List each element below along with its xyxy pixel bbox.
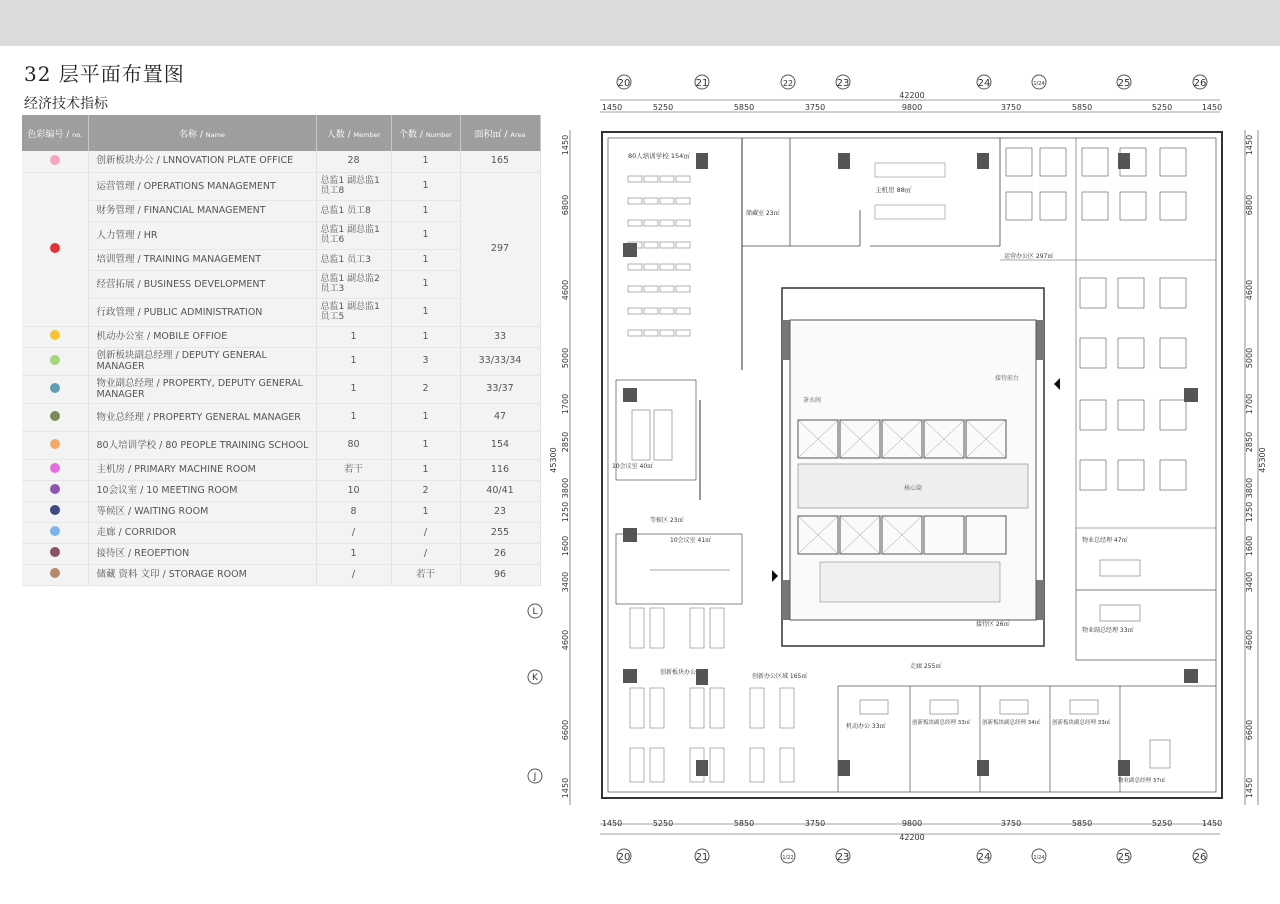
- row-area: 26: [460, 543, 540, 564]
- room-label-reception: 接待区 26㎡: [976, 621, 1010, 628]
- dimension-texts-left: [549, 135, 570, 798]
- row-number: 1: [391, 200, 460, 221]
- axis-mark-top: 1/24: [1033, 81, 1045, 87]
- table-row: [22, 151, 540, 172]
- axis-left-group: [528, 604, 542, 783]
- row-area: 23: [460, 501, 540, 522]
- training-school-desks: [628, 138, 742, 370]
- room-label-property-dgm: 物业副总经理 33㎡: [1082, 627, 1134, 634]
- total-width-top: 42200: [899, 91, 925, 100]
- row-member: 1: [316, 403, 391, 431]
- dim-text: 3400: [1245, 571, 1254, 593]
- header-name: 名称 / Name: [88, 115, 316, 151]
- axis-label-top: 24: [977, 78, 991, 89]
- color-swatch: [50, 439, 60, 449]
- table-row: [22, 326, 540, 347]
- axis-label-left: K: [532, 673, 538, 683]
- dim-text: 1250: [1245, 501, 1254, 523]
- axis-label-left: L: [532, 607, 538, 617]
- dimension-texts-right: [1245, 135, 1267, 798]
- total-height-left: 45300: [549, 447, 558, 473]
- table-row: [22, 375, 540, 403]
- row-member: 总监1 副总监1 员工8: [316, 172, 391, 200]
- row-area: 255: [460, 522, 540, 543]
- row-area: 165: [460, 151, 540, 172]
- axis-label-bottom: 24: [977, 852, 991, 863]
- axis-bottom-group: [617, 849, 1207, 863]
- dim-text: 6800: [561, 194, 570, 216]
- row-name: 主机房 / PRIMARY MACHINE ROOM: [88, 459, 316, 480]
- row-number: 3: [391, 347, 460, 375]
- row-number: 2: [391, 480, 460, 501]
- row-number: 1: [391, 403, 460, 431]
- row-number: 1: [391, 151, 460, 172]
- axis-top-group: [617, 75, 1207, 89]
- dim-text: 2850: [561, 431, 570, 453]
- room-label-waiting: 等候区 23㎡: [650, 517, 684, 524]
- row-member: 1: [316, 326, 391, 347]
- row-name: 运营管理 / OPERATIONS MANAGEMENT: [88, 172, 316, 200]
- row-member: 总监1 副总监1 员工6: [316, 221, 391, 249]
- color-swatch: [50, 155, 60, 165]
- axis-label-top: 25: [1117, 78, 1131, 89]
- plate-office-desks: [630, 608, 794, 782]
- row-area: 96: [460, 564, 540, 585]
- axis-mark-bottom: 1/22: [782, 855, 794, 861]
- table-row: [22, 522, 540, 543]
- axis-label-top: 26: [1193, 78, 1207, 89]
- dim-text: 5000: [561, 347, 570, 369]
- color-swatch: [50, 411, 60, 421]
- page-title: 32 层平面布置图: [24, 62, 185, 86]
- room-label-meeting-a: 10会议室 40㎡: [612, 463, 654, 470]
- row-number: 若干: [391, 564, 460, 585]
- row-name: 接待区 / REOEPTION: [88, 543, 316, 564]
- row-member: 总监1 员工8: [316, 200, 391, 221]
- row-member: 1: [316, 375, 391, 403]
- row-member: 10: [316, 480, 391, 501]
- axis-label-bottom: 25: [1117, 852, 1131, 863]
- row-number: /: [391, 543, 460, 564]
- table-row: [22, 501, 540, 522]
- room-label-corridor: 走廊 255㎡: [910, 663, 942, 670]
- row-number: 1: [391, 249, 460, 270]
- row-number: 1: [391, 298, 460, 326]
- dim-text: 1450: [1201, 819, 1223, 828]
- axis-label-left: J: [533, 772, 537, 782]
- color-swatch: [50, 330, 60, 340]
- row-name: 培训管理 / TRAINING MANAGEMENT: [88, 249, 316, 270]
- total-height-right: 45300: [1258, 447, 1267, 473]
- dim-text: 1600: [1245, 535, 1254, 557]
- row-number: 1: [391, 326, 460, 347]
- row-member: 1: [316, 347, 391, 375]
- row-number: 1: [391, 270, 460, 298]
- dim-text: 1700: [561, 393, 570, 415]
- room-label-plate-office: 创新板块办公: [660, 669, 697, 676]
- dim-text: 1450: [561, 777, 570, 799]
- top-bar: [0, 0, 1280, 46]
- room-label-plate-office-area: 创新办公区域 165㎡: [752, 673, 808, 680]
- row-member: 总监1 副总监1 员工5: [316, 298, 391, 326]
- header-member: 人数 / Member: [316, 115, 391, 151]
- table-row: [22, 172, 540, 200]
- row-number: 1: [391, 221, 460, 249]
- row-area: 116: [460, 459, 540, 480]
- row-area: 47: [460, 403, 540, 431]
- color-swatch: [50, 505, 60, 515]
- dim-text: 5000: [1245, 347, 1254, 369]
- dim-text: 1450: [1245, 134, 1254, 156]
- row-number: 1: [391, 172, 460, 200]
- dim-text: 5250: [652, 819, 674, 828]
- dim-text: 5850: [1071, 819, 1093, 828]
- row-member: 28: [316, 151, 391, 172]
- table-row: [22, 480, 540, 501]
- row-name: 行政管理 / PUBLIC ADMINISTRATION: [88, 298, 316, 326]
- dim-text: 1250: [561, 501, 570, 523]
- room-label-ops-area: 运营办公区 297㎡: [1004, 253, 1054, 260]
- header-color-no: 色彩编号 / no.: [22, 115, 88, 151]
- dim-text: 3750: [1000, 103, 1022, 112]
- row-member: 80: [316, 431, 391, 459]
- dim-text: 4600: [561, 279, 570, 301]
- dim-text: 5250: [1151, 819, 1173, 828]
- dim-text: 9800: [901, 819, 923, 828]
- color-swatch: [50, 355, 60, 365]
- dim-text: 5850: [733, 819, 755, 828]
- row-member: /: [316, 564, 391, 585]
- room-label-property-gm: 物业总经理 47㎡: [1082, 537, 1128, 544]
- axis-label-bottom: 20: [617, 852, 631, 863]
- table-row: [22, 459, 540, 480]
- dim-text: 1600: [561, 535, 570, 557]
- axis-label-bottom: 26: [1193, 852, 1207, 863]
- row-member: /: [316, 522, 391, 543]
- axis-label-top: 20: [617, 78, 631, 89]
- bottom-offices: [838, 686, 1216, 792]
- property-offices: [1076, 530, 1216, 660]
- floor-plan-drawing: [520, 60, 1280, 904]
- dim-text: 5250: [1151, 103, 1173, 112]
- central-core: [782, 288, 1044, 646]
- dim-text: 1450: [561, 134, 570, 156]
- row-number: 1: [391, 501, 460, 522]
- axis-mark-bottom: 1/24: [1033, 855, 1045, 861]
- row-number: 1: [391, 459, 460, 480]
- room-label-mobile-office: 机动办公 33㎡: [846, 723, 886, 730]
- core-label: 核心筒: [903, 485, 923, 492]
- row-member: 1: [316, 543, 391, 564]
- row-name: 走廊 / CORRIDOR: [88, 522, 316, 543]
- row-name: 物业总经理 / PROPERTY GENERAL MANAGER: [88, 403, 316, 431]
- color-swatch: [50, 463, 60, 473]
- dim-text: 1450: [1245, 777, 1254, 799]
- dim-text: 5850: [1071, 103, 1093, 112]
- color-swatch: [50, 383, 60, 393]
- room-label-machine-room: 主机房 88㎡: [875, 186, 912, 194]
- axis-label-bottom: 21: [695, 852, 709, 863]
- row-name: 物业副总经理 / PROPERTY, DEPUTY GENERAL MANAGER: [88, 375, 316, 403]
- row-name: 经营拓展 / BUSINESS DEVELOPMENT: [88, 270, 316, 298]
- row-member: 若干: [316, 459, 391, 480]
- color-swatch: [50, 568, 60, 578]
- room-label-dgm-3: 创新板块副总经理 33㎡: [1052, 720, 1111, 726]
- row-name: 创新板块副总经理 / DEPUTY GENERAL MANAGER: [88, 347, 316, 375]
- row-name: 人力管理 / HR: [88, 221, 316, 249]
- room-label-dgm-1: 创新板块副总经理 33㎡: [912, 720, 971, 726]
- row-name: 80人培训学校 / 80 PEOPLE TRAINING SCHOOL: [88, 431, 316, 459]
- row-area: 40/41: [460, 480, 540, 501]
- dim-text: 9800: [901, 103, 923, 112]
- dim-text: 1450: [601, 819, 623, 828]
- dim-text: 4600: [561, 629, 570, 651]
- dim-text: 3750: [804, 103, 826, 112]
- total-width-bottom: 42200: [899, 833, 925, 842]
- row-name: 机动办公室 / MOBILE OFFIOE: [88, 326, 316, 347]
- dim-text: 3800: [1245, 477, 1254, 499]
- axis-label-top: 22: [782, 79, 794, 88]
- row-number: 2: [391, 375, 460, 403]
- axis-label-top: 21: [695, 78, 709, 89]
- table-row: [22, 403, 540, 431]
- color-swatch: [50, 526, 60, 536]
- table-row: [22, 564, 540, 585]
- table-header-row: [22, 115, 540, 151]
- row-area: 33: [460, 326, 540, 347]
- dim-text: 3400: [561, 571, 570, 593]
- axis-label-top: 23: [836, 78, 850, 89]
- dim-text: 1700: [1245, 393, 1254, 415]
- row-name: 等候区 / WAITING ROOM: [88, 501, 316, 522]
- dim-text: 6600: [1245, 719, 1254, 741]
- header-area: 面积㎡ / Area: [460, 115, 540, 151]
- row-area: 33/37: [460, 375, 540, 403]
- dim-text: 2850: [1245, 431, 1254, 453]
- row-member: 总监1 员工3: [316, 249, 391, 270]
- dim-text: 5850: [733, 103, 755, 112]
- left-meeting-rooms: [616, 380, 742, 604]
- dim-text: 4600: [1245, 279, 1254, 301]
- room-label-storage: 储藏室 23㎡: [746, 210, 780, 217]
- dim-text: 1450: [1201, 103, 1223, 112]
- table-row: [22, 431, 540, 459]
- row-number: 1: [391, 431, 460, 459]
- room-label-meeting-b: 10会议室 41㎡: [670, 537, 712, 544]
- dim-text: 3750: [804, 819, 826, 828]
- row-name: 10会议室 / 10 MEETING ROOM: [88, 480, 316, 501]
- room-label-training: 80人培训学校 154㎡: [628, 152, 690, 160]
- dim-text: 3750: [1000, 819, 1022, 828]
- header-number: 个数 / Number: [391, 115, 460, 151]
- axis-label-bottom: 23: [836, 852, 850, 863]
- row-area: 33/33/34: [460, 347, 540, 375]
- dim-text: 3800: [561, 477, 570, 499]
- room-label-pantry: 茶水间: [803, 397, 822, 404]
- table-row: [22, 347, 540, 375]
- row-area: 154: [460, 431, 540, 459]
- dim-text: 5250: [652, 103, 674, 112]
- room-label-reception-info: 接待前台: [995, 375, 1020, 382]
- room-label-property-dgm-b: 物业副总经理 37㎡: [1118, 778, 1166, 784]
- dim-text: 4600: [1245, 629, 1254, 651]
- top-middle-rooms: [742, 138, 1000, 246]
- dim-text: 1450: [601, 103, 623, 112]
- row-number: /: [391, 522, 460, 543]
- dim-text: 6600: [561, 719, 570, 741]
- table-row: [22, 543, 540, 564]
- section-title: 经济技术指标: [24, 96, 108, 112]
- row-name: 创新板块办公 / LNNOVATION PLATE OFFICE: [88, 151, 316, 172]
- color-swatch: [50, 243, 60, 253]
- room-label-dgm-2: 创新板块副总经理 34㎡: [982, 720, 1041, 726]
- row-member: 8: [316, 501, 391, 522]
- row-name: 财务管理 / FINANCIAL MANAGEMENT: [88, 200, 316, 221]
- row-area: 297: [460, 172, 540, 326]
- color-swatch: [50, 547, 60, 557]
- economic-indicators-table: [22, 115, 541, 586]
- color-swatch: [50, 484, 60, 494]
- row-member: 总监1 副总监2 员工3: [316, 270, 391, 298]
- dim-text: 6800: [1245, 194, 1254, 216]
- row-name: 储藏 资料 文印 / STORAGE ROOM: [88, 564, 316, 585]
